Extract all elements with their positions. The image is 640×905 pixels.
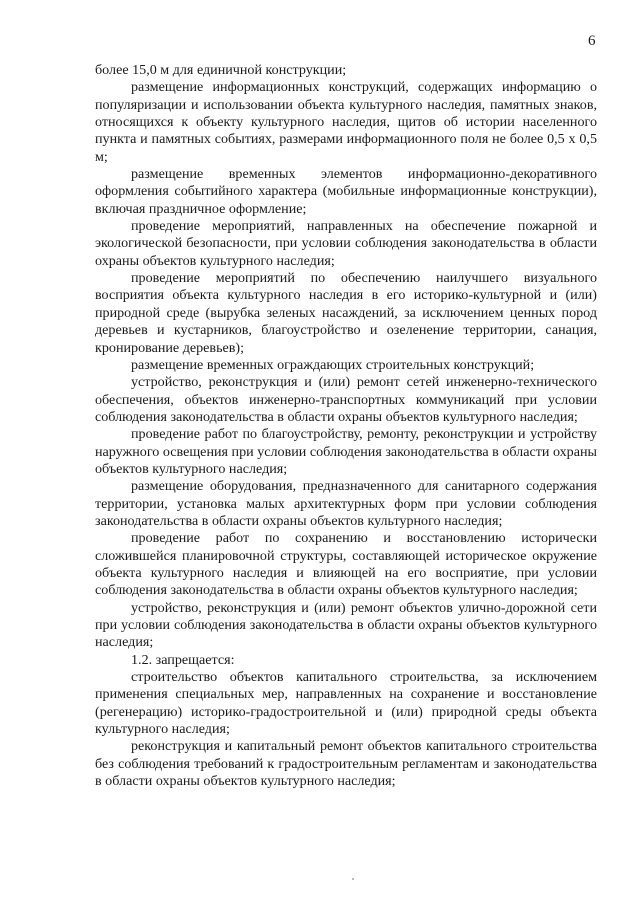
paragraph: проведение работ по сохранению и восстановлению исторически сложившейся планировочной структуры, составляющей историческое окружение объекта культурного наследия и влияющей на его восприятие, при условии соблюдения законодательства в области охраны объектов культурного наследия; — [95, 530, 597, 599]
paragraph: устройство, реконструкция и (или) ремонт объектов улично-дорожной сети при условии соблюдения законодательства в области охраны объектов культурного наследия; — [95, 599, 597, 651]
paragraph: строительство объектов капитального строительства, за исключением применения специальных мер, направленных на сохранение и восстановление (регенерацию) историко-градостроительной и (или) природной среды объекта культурного наследия; — [95, 669, 597, 738]
paragraph: размещение информационных конструкций, содержащих информацию о популяризации и использовании объекта культурного наследия, памятных знаков, относящихся к объекту культурного наследия, щитов об истории населенного пункта и памятных событиях, размерами информационного поля не более 0,5 х 0,5 м; — [95, 79, 597, 165]
paragraph: размещение оборудования, предназначенного для санитарного содержания территории, установка малых архитектурных форм при условии соблюдения законодательства в области охраны объектов культурного наследия; — [95, 478, 597, 529]
section-heading: 1.2. запрещается: — [131, 651, 235, 668]
paragraph: реконструкция и капитальный ремонт объектов капитального строительства без соблюдения требований к градостроительным регламентам и законодательства в области охраны объектов культурного наследия; — [95, 738, 597, 790]
paragraph: размещение временных элементов информационно-декоративного оформления событийного характера (мобильные информационные конструкции), включая праздничное оформление; — [95, 166, 597, 217]
paragraph: размещение временных ограждающих строительных конструкций; — [131, 356, 535, 373]
paragraph: проведение мероприятий по обеспечению наилучшего визуального восприятия объекта культурного наследия в его историко-культурной и (или) природной среде (вырубка зеленых насаждений, за исключением ценных пород деревьев и кустарников, благоустройство и озеленение территории, санация, кронирование деревьев); — [95, 270, 597, 356]
scan-artifact-dot — [352, 878, 354, 880]
document-body — [95, 62, 597, 790]
paragraph: устройство, реконструкция и (или) ремонт сетей инженерно-технического обеспечения, объектов инженерно-транспортных коммуникаций при условии соблюдения законодательства в области охраны объектов культурного наследия; — [95, 374, 597, 425]
paragraph: проведение работ по благоустройству, ремонту, реконструкции и устройству наружного освещения при условии соблюдения законодательства в области охраны объектов культурного наследия; — [95, 426, 597, 477]
paragraph: проведение мероприятий, направленных на обеспечение пожарной и экологической безопасности, при условии соблюдения законодательства в области охраны объектов культурного наследия; — [95, 218, 597, 269]
paragraph: более 15,0 м для единичной конструкции; — [95, 62, 347, 78]
page-number: 6 — [588, 33, 596, 49]
